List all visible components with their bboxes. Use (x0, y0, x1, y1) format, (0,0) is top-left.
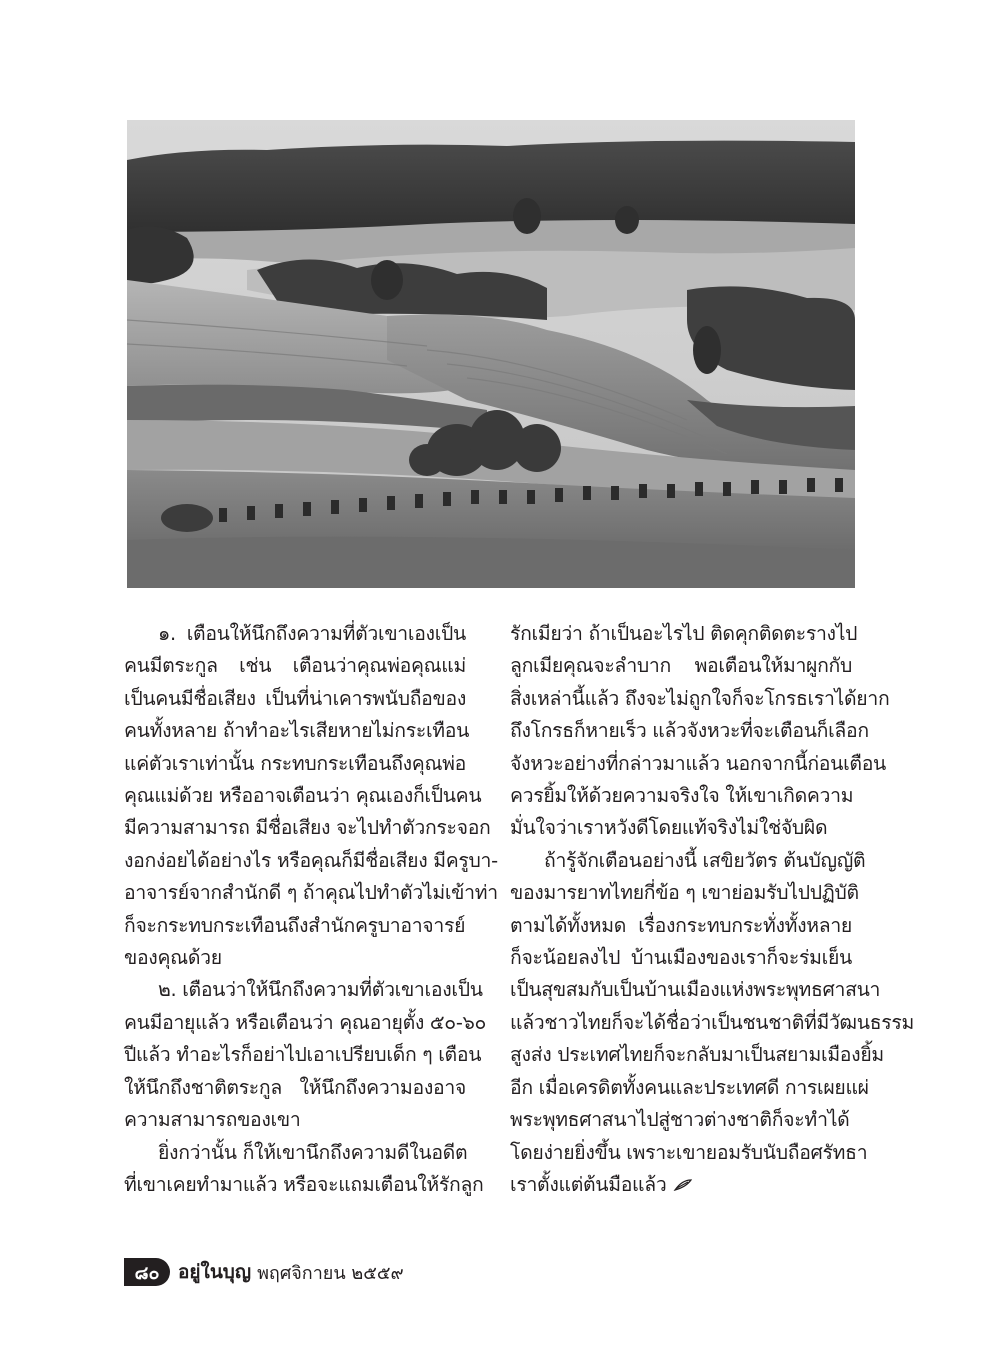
text-line: แล้วชาวไทยก็จะได้ชื่อว่าเป็นชนชาติที่มีวัฒนธรรม (510, 1010, 914, 1034)
text-line: ถึงโกรธก็หายเร็ว แล้วจังหวะที่จะเตือนก็เลือก (510, 719, 869, 743)
text-line: พระพุทธศาสนาไปสู่ชาวต่างชาติก็จะทำได้ (510, 1108, 850, 1132)
text-line: อีก เมื่อเครดิตทั้งคนและประเทศดี การเผยแผ่ (510, 1075, 869, 1099)
text-line: คนมีอายุแล้ว หรือเตือนว่า คุณอายุตั้ง ๕๐-๖๐ (124, 1010, 487, 1034)
text-line: คุณแม่ด้วย หรืออาจเตือนว่า คุณเองก็เป็นคน (124, 784, 482, 808)
text-line: ก็จะกระทบกระเทือนถึงสำนักครูบาอาจารย์ (124, 913, 466, 937)
text-line: จังหวะอย่างที่กล่าวมาแล้ว นอกจากนี้ก่อนเตือน (510, 751, 887, 775)
text-line: แค่ตัวเราเท่านั้น กระทบกระเทือนถึงคุณพ่อ (124, 751, 466, 775)
text-line: ที่เขาเคยทำมาแล้ว หรือจะแถมเตือนให้รักลูก (124, 1172, 484, 1196)
issue-date: พฤศจิกายน ๒๕๕๙ (257, 1262, 404, 1284)
paragraph-2 (124, 974, 487, 1136)
text-line: ความสามารถของเขา (124, 1108, 301, 1132)
text-line (510, 1169, 852, 1201)
paragraph-4 (510, 618, 890, 845)
text-line: ปีแล้ว ทำอะไรก็อย่าไปเอาเปรียบเด็ก ๆ เตือน (124, 1043, 482, 1067)
text-line: สูงส่ง ประเทศไทยก็จะกลับมาเป็นสยามเมืองยิ้ม (510, 1043, 884, 1067)
text-line: ควรยิ้มให้ด้วยความจริงใจ ให้เขาเกิดความ (510, 784, 854, 808)
paragraph-3 (124, 1137, 484, 1202)
text-line: มั่นใจว่าเราหวังดีโดยแท้จริงไม่ใช่จับผิด (510, 816, 828, 840)
text-line: อาจารย์จากสำนักดี ๆ ถ้าคุณไปทำตัวไม่เข้าท่า (124, 881, 498, 905)
text-line: คนมีตระกูล เช่น เตือนว่าคุณพ่อคุณแม่ (124, 654, 466, 678)
text-line: ลูกเมียคุณจะลำบาก พอเตือนให้มาผูกกับ (510, 654, 852, 678)
text-line: ยิ่งกว่านั้น ก็ให้เขานึกถึงความดีในอดีต (158, 1140, 468, 1164)
text-line: คนทั้งหลาย ถ้าทำอะไรเสียหายไม่กระเทือน (124, 719, 470, 743)
text-line: ๒. เตือนว่าให้นึกถึงความที่ตัวเขาเองเป็น (158, 978, 483, 1002)
text-line-content: เราตั้งแต่ต้นมือแล้ว (510, 1172, 667, 1196)
end-leaf-icon (674, 1179, 692, 1191)
paragraph-5 (510, 845, 914, 1201)
page-number: ๘๐ (124, 1258, 170, 1286)
paragraph-1 (124, 618, 498, 974)
right-column (510, 618, 914, 1201)
text-line: สิ่งเหล่านี้แล้ว ถึงจะไม่ถูกใจก็จะโกรธเราได้ยาก (510, 686, 890, 710)
text-line: ถ้ารู้จักเตือนอย่างนี้ เสขิยวัตร ต้นบัญญัติ (544, 848, 866, 872)
text-line: โดยง่ายยิ่งขึ้น เพราะเขายอมรับนับถือศรัทธา (510, 1140, 868, 1164)
text-line: งอกง่อยได้อย่างไร หรือคุณก็มีชื่อเสียง มีครูบา- (124, 848, 498, 872)
text-line: เป็นคนมีชื่อเสียง เป็นที่น่าเคารพนับถือของ (124, 686, 466, 710)
text-line: ก็จะน้อยลงไป บ้านเมืองของเราก็จะร่มเย็น (510, 946, 852, 970)
magazine-name: อยู่ในบุญ (178, 1261, 252, 1283)
text-line: ตามได้ทั้งหมด เรื่องกระทบกระทั่งทั้งหลาย (510, 913, 852, 937)
landscape-photo (127, 120, 855, 588)
text-line: ของมารยาทไทยกี่ข้อ ๆ เขาย่อมรับไปปฏิบัติ (510, 881, 859, 905)
text-line: มีความสามารถ มีชื่อเสียง จะไปทำตัวกระจอก (124, 816, 491, 840)
text-line: เป็นสุขสมกับเป็นบ้านเมืองแห่งพระพุทธศาสนา (510, 978, 881, 1002)
left-column (124, 618, 498, 1201)
text-line: ๑. เตือนให้นึกถึงความที่ตัวเขาเองเป็น (158, 622, 466, 645)
text-line: ของคุณด้วย (124, 946, 222, 970)
page-footer (124, 1257, 404, 1287)
text-line: รักเมียว่า ถ้าเป็นอะไรไป ติดคุกติดตะรางไป (510, 622, 858, 645)
text-line: ให้นึกถึงชาติตระกูล ให้นึกถึงความองอาจ (124, 1075, 466, 1099)
